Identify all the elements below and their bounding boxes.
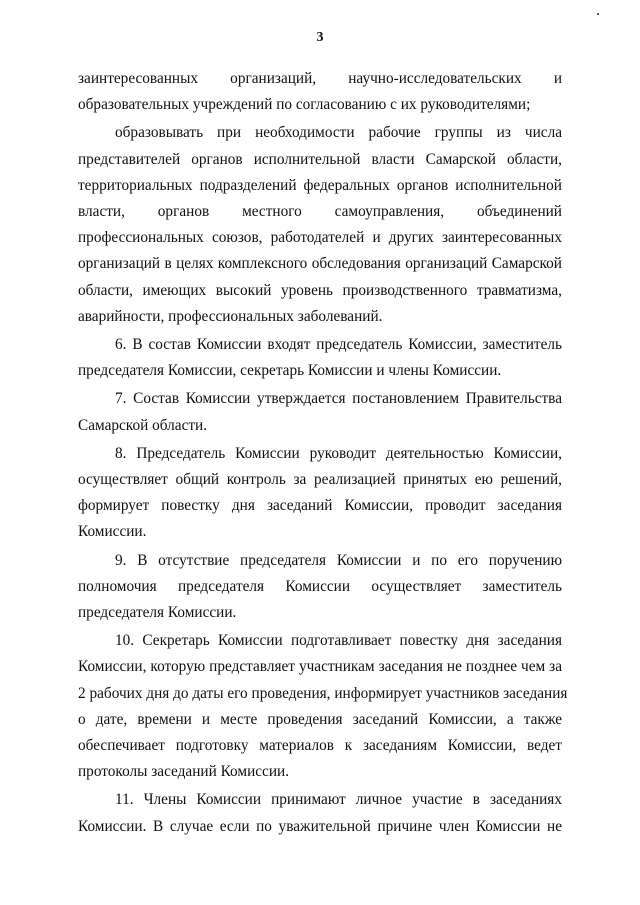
text-line: 8. Председатель Комиссии руководит деятельностью Комиссии, [115,444,562,462]
text-line: 7. Состав Комиссии утверждается постановлением Правительства [115,390,562,408]
text-line: обеспечивает подготовку материалов к заседаниям Комиссии, ведет [78,737,562,755]
text-line: 9. В отсутствие председателя Комиссии и по его поручению [115,551,562,569]
text-line: области, имеющих высокий уровень производственного травматизма, [78,281,562,299]
text-line: Комиссии, которую представляет участникам заседания не позднее чем за [78,658,562,676]
text-line: протоколы заседаний Комиссии. [78,763,290,781]
text-line: Самарской области. [78,416,208,434]
text-line: территориальных подразделений федеральных органов исполнительной [78,176,562,194]
text-line: образовывать при необходимости рабочие группы из числа [115,124,562,142]
text-line: 10. Секретарь Комиссии подготавливает повестку дня заседания [115,632,562,650]
text-line: профессиональных союзов, работодателей и других заинтересованных [78,229,562,247]
text-line: председателя Комиссии. [78,604,237,622]
text-line: формирует повестку дня заседаний Комиссии, проводит заседания [78,497,562,515]
text-line: о дате, времени и месте проведения заседаний Комиссии, а также [78,710,562,728]
text-line: 11. Члены Комиссии принимают личное участие в заседаниях [115,791,562,809]
text-line: власти, органов местного самоуправления, объединений [78,203,562,221]
scan-speck [597,13,599,15]
page-number: 3 [316,30,324,45]
text-line: 2 рабочих дня до даты его проведения, информирует участников заседания [78,684,568,702]
text-line: заинтересованных организаций, научно-исследовательских и [78,70,562,87]
text-line: председателя Комиссии, секретарь Комиссии и члены Комиссии. [78,362,502,380]
text-line: Комиссии. В случае если по уважительной причине член Комиссии не [78,817,562,835]
text-line: представителей органов исполнительной власти Самарской области, [78,150,562,168]
text-line: организаций в целях комплексного обследования организаций Самарской [78,255,562,273]
text-line: осуществляет общий контроль за реализацией принятых ею решений, [78,471,562,489]
document-body [78,66,568,840]
text-line: аварийности, профессиональных заболеваний. [78,307,383,325]
text-line: полномочия председателя Комиссии осуществляет заместитель [78,577,562,595]
text-line: образовательных учреждений по согласованию с их руководителями; [78,96,531,114]
text-line: 6. В состав Комиссии входят председатель Комиссии, заместитель [115,336,562,354]
text-line: Комиссии. [78,523,147,541]
